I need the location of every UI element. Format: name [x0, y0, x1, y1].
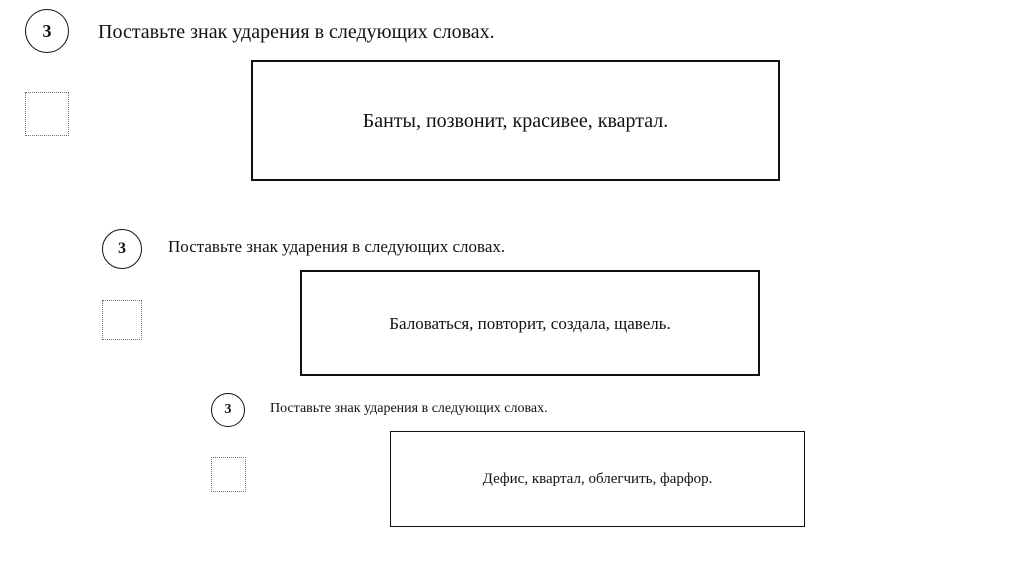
word-list: Баловаться, повторит, создала, щавель.: [389, 313, 671, 333]
task-number-badge: [211, 393, 245, 427]
task-instruction: Поставьте знак ударения в следующих словах.: [98, 21, 495, 43]
word-list-frame: [251, 60, 780, 181]
word-list-frame: [300, 270, 760, 376]
word-list: Дефис, квартал, облегчить, фарфор.: [482, 470, 713, 487]
task-instruction: Поставьте знак ударения в следующих словах.: [270, 401, 548, 416]
task-number: 3: [42, 20, 52, 41]
word-list: Банты, позвонит, красивее, квартал.: [362, 109, 669, 132]
answer-box[interactable]: [102, 300, 142, 340]
task-instruction: Поставьте знак ударения в следующих словах.: [168, 237, 506, 256]
word-list-frame: [390, 431, 805, 527]
answer-box[interactable]: [25, 92, 69, 136]
task-number: 3: [224, 402, 232, 417]
answer-box[interactable]: [211, 457, 246, 492]
task-number-badge: [102, 229, 142, 269]
task-number: 3: [118, 240, 126, 257]
task-number-badge: [25, 9, 69, 53]
